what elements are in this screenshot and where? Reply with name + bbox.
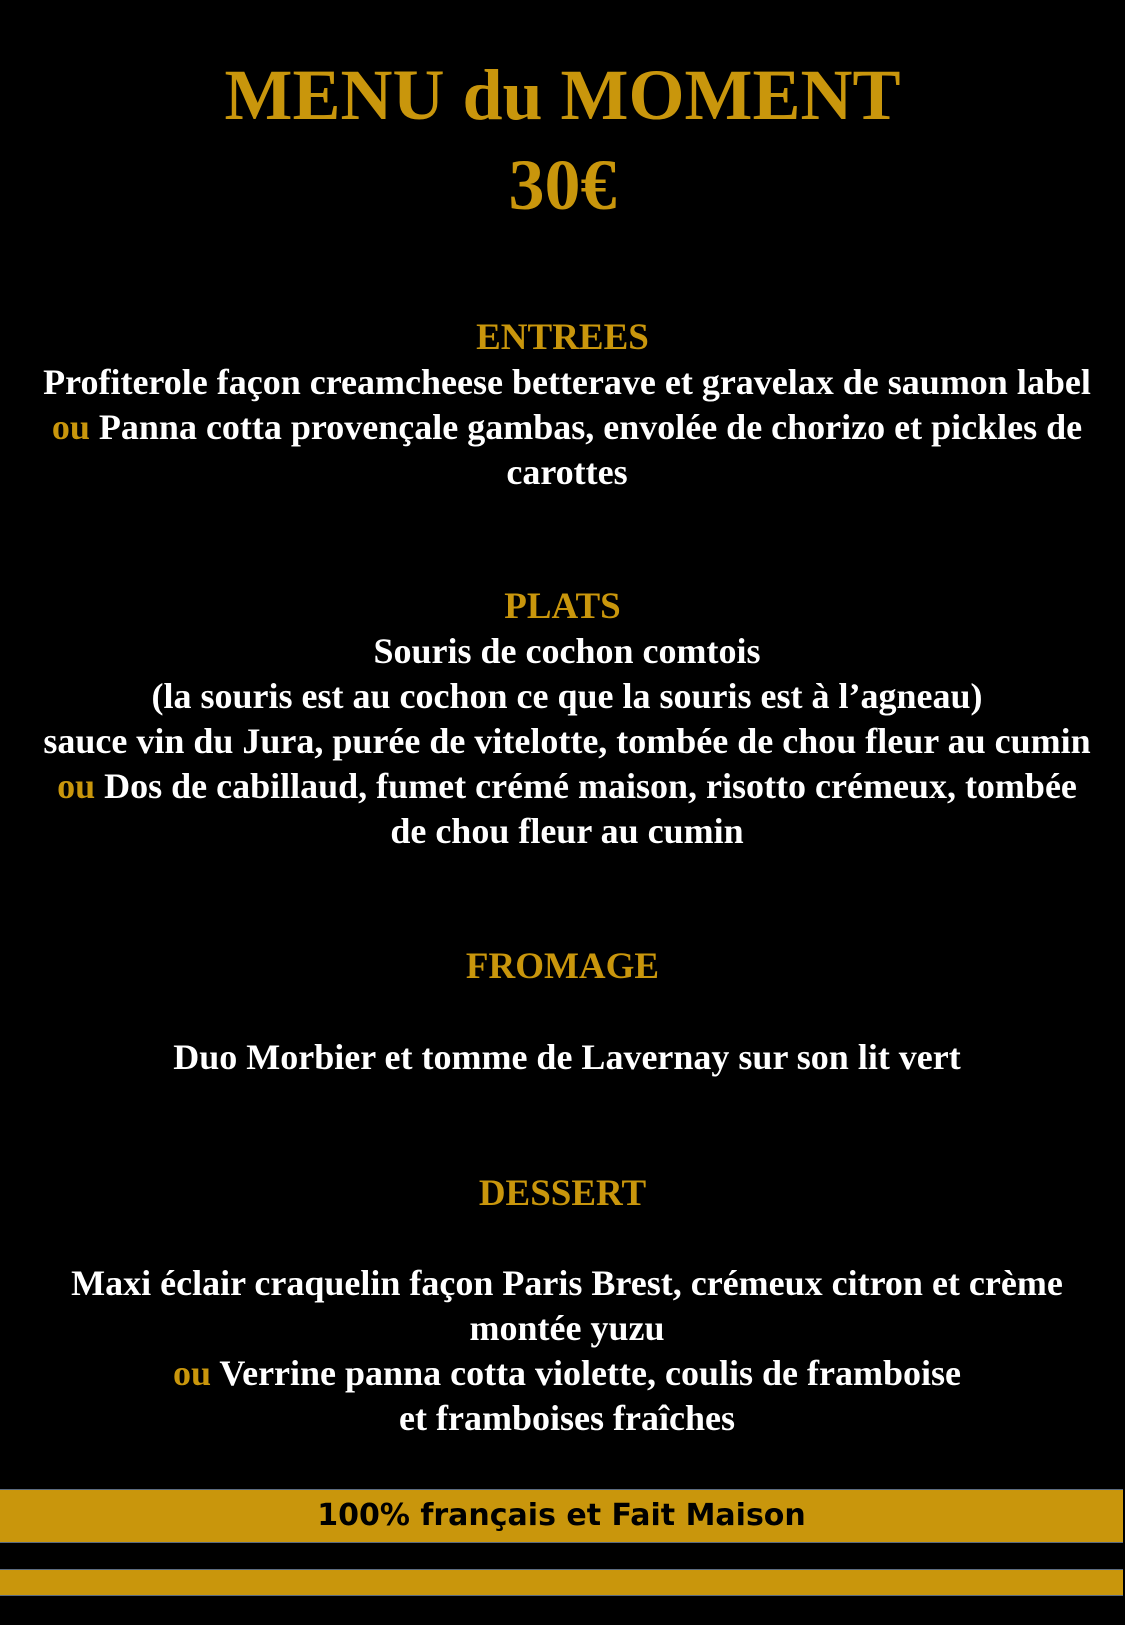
menu-price: 30€ xyxy=(508,145,617,225)
dessert-line-2: montée yuzu xyxy=(469,1308,665,1348)
entrees-line-2-text: Panna cotta provençale gambas, envolée de chorizo et pickles de xyxy=(98,407,1083,447)
ou-connector: ou xyxy=(51,407,90,447)
fromage-text xyxy=(12,1035,1122,1080)
banner-bottom-strip xyxy=(0,1569,1123,1596)
banner-fait-maison xyxy=(0,1489,1123,1543)
entrees-line-1: Profiterole façon creamcheese betterave et gravelax de saumon label xyxy=(43,362,1091,402)
fromage-line-1: Duo Morbier et tomme de Lavernay sur son lit vert xyxy=(173,1037,961,1077)
dessert-line-4: et framboises fraîches xyxy=(399,1398,735,1438)
plats-line-5: de chou fleur au cumin xyxy=(390,811,744,851)
ou-connector: ou xyxy=(57,766,96,806)
ou-connector: ou xyxy=(173,1353,212,1393)
plats-line-2: (la souris est au cochon ce que la souris est à l’agneau) xyxy=(151,676,983,716)
plats-line-3: sauce vin du Jura, purée de vitelotte, tombée de chou fleur au cumin xyxy=(43,721,1091,761)
entrees-heading: ENTREES xyxy=(476,317,649,358)
dessert-line-3 xyxy=(12,1351,1122,1396)
plats-line-1: Souris de cochon comtois xyxy=(373,631,761,671)
dessert-line-1: Maxi éclair craquelin façon Paris Brest, crémeux citron et crème xyxy=(71,1263,1063,1303)
dessert-text xyxy=(12,1261,1122,1441)
entrees-text xyxy=(12,360,1122,495)
dessert-line-3-text: Verrine panna cotta violette, coulis de framboise xyxy=(219,1353,961,1393)
plats-line-4-text: Dos de cabillaud, fumet crémé maison, risotto crémeux, tombée xyxy=(104,766,1077,806)
menu-title: MENU du MOMENT xyxy=(224,55,901,135)
dessert-heading: DESSERT xyxy=(478,1173,647,1214)
plats-line-4 xyxy=(12,764,1122,809)
entrees-line-3: carottes xyxy=(506,452,628,492)
banner-text: 100% français et Fait Maison xyxy=(317,1498,806,1533)
plats-text xyxy=(12,629,1122,854)
entrees-line-2 xyxy=(12,405,1122,450)
plats-heading: PLATS xyxy=(504,586,621,627)
fromage-heading: FROMAGE xyxy=(465,946,660,987)
